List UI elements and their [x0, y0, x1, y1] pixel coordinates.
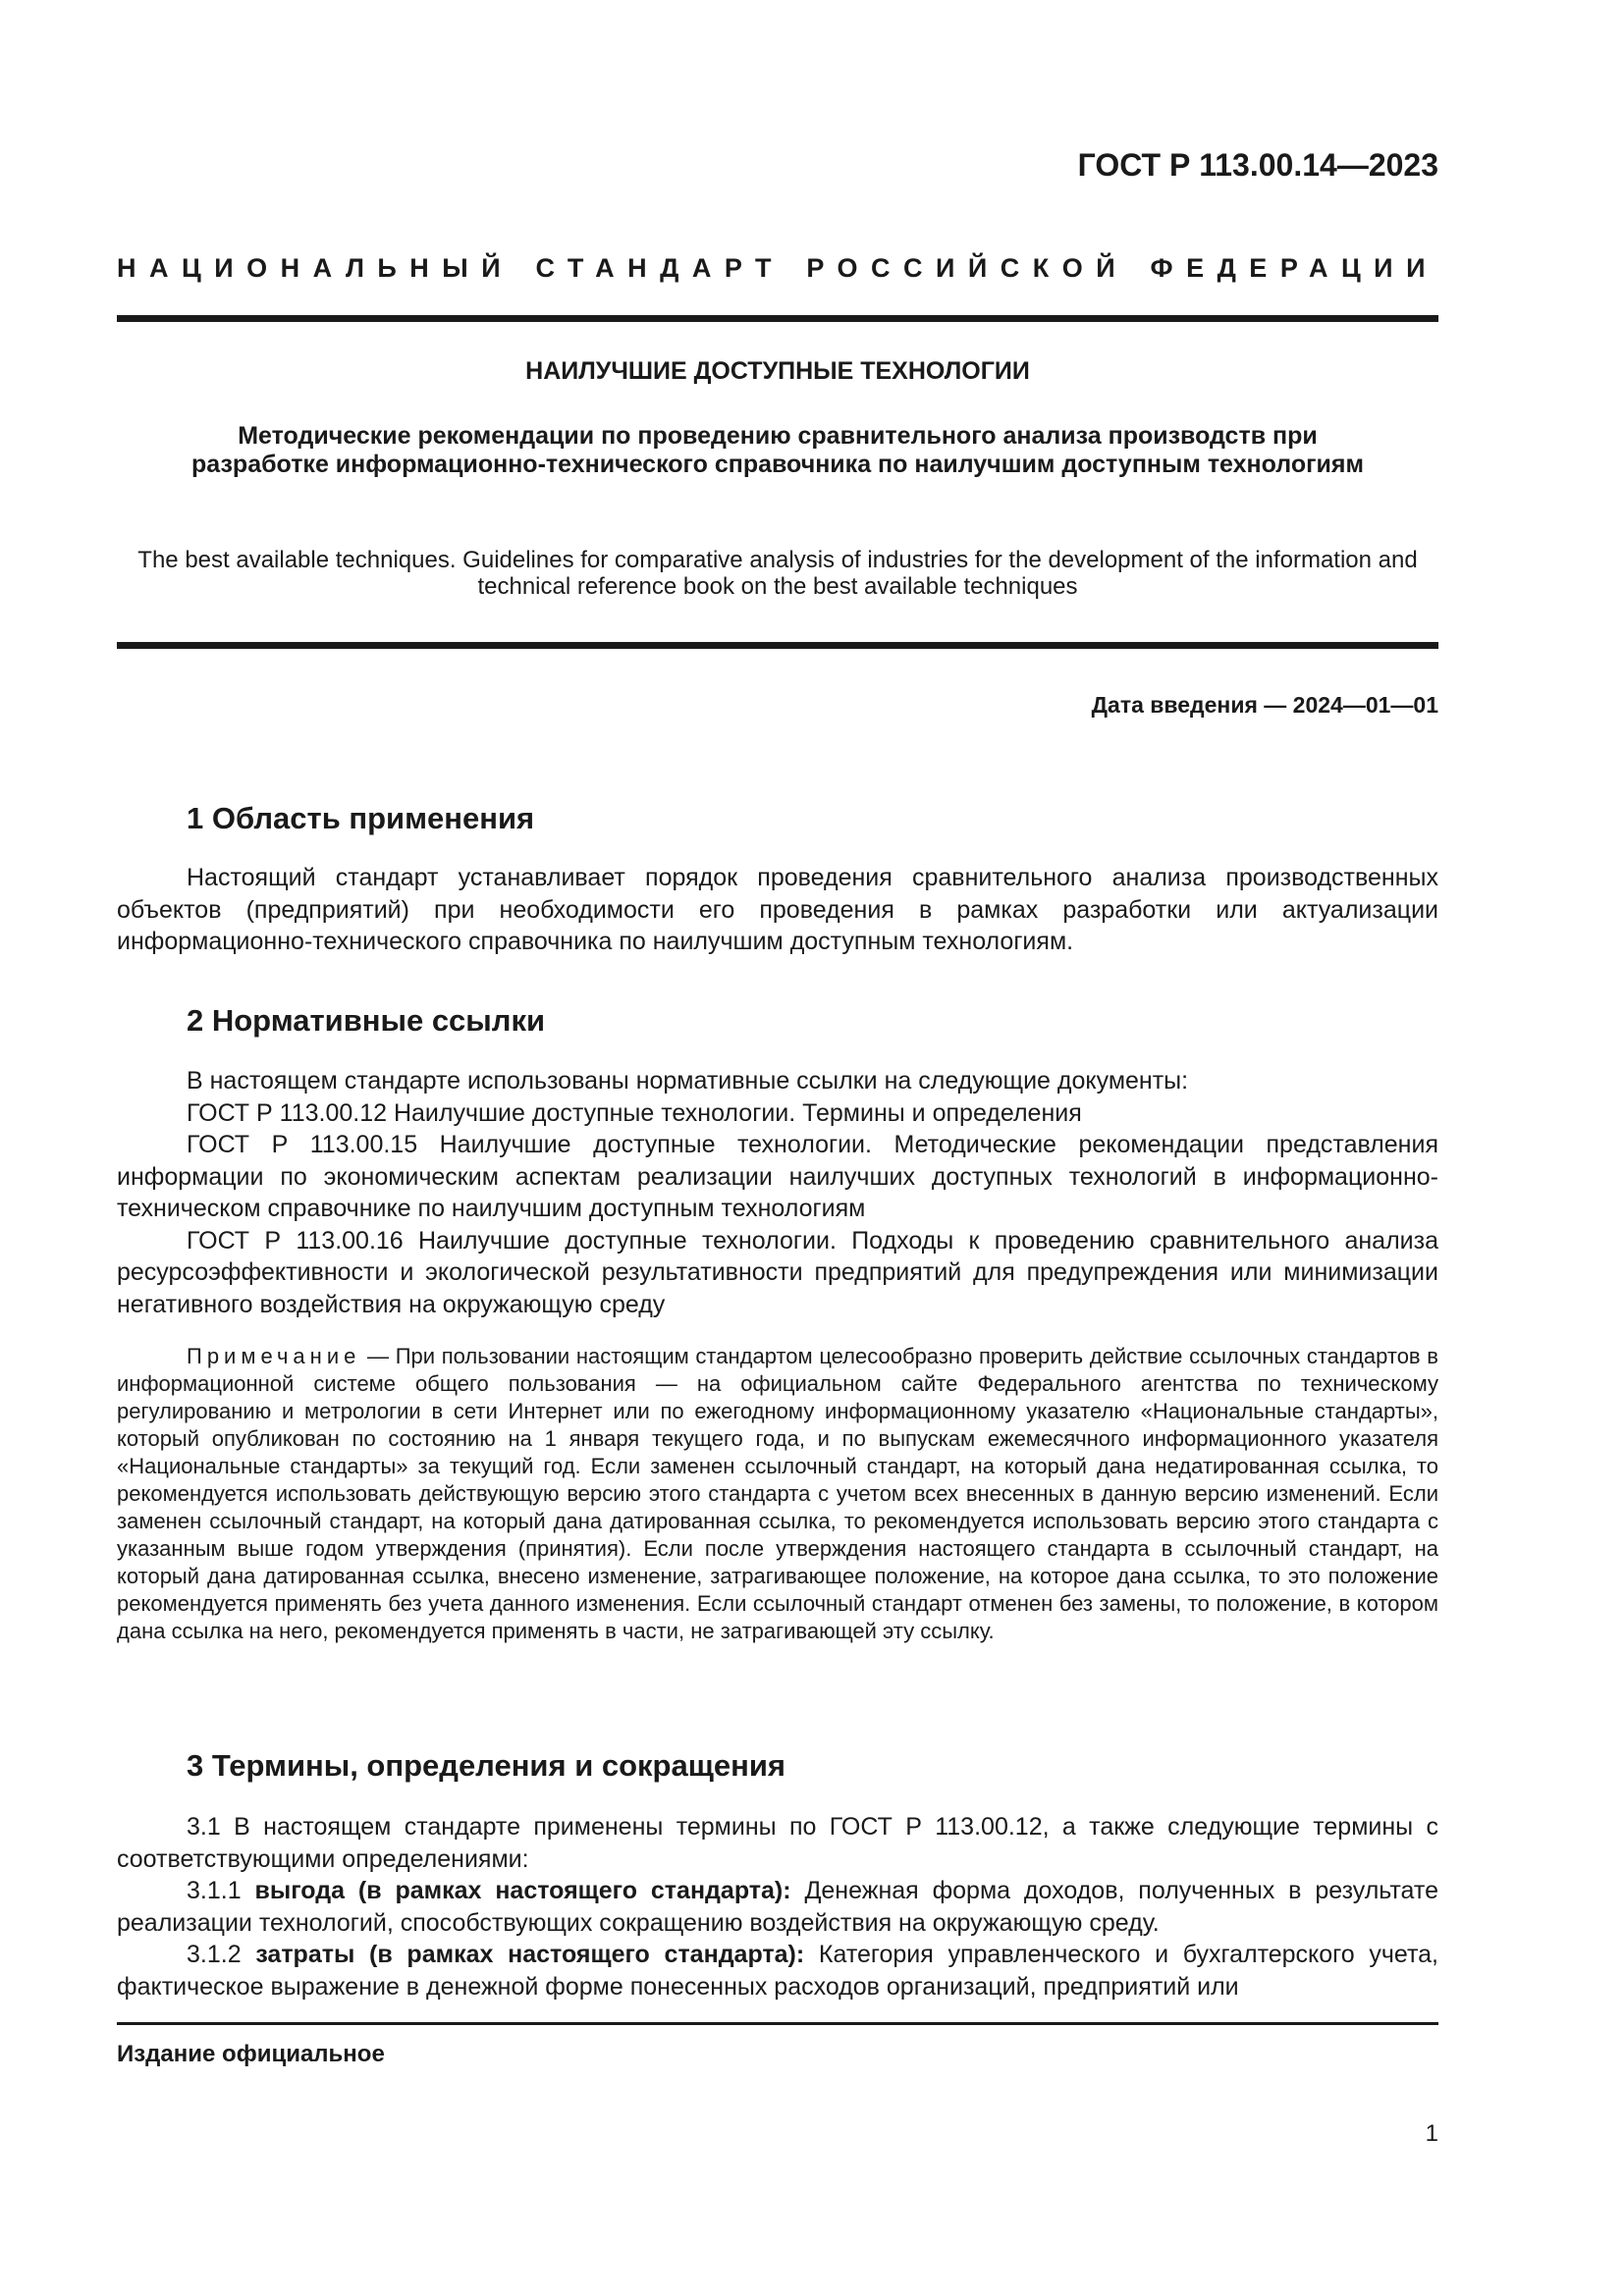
term-text: Денежная форма доходов, полученных в результате реализации технологий, способствующих сокращению воздействия на окружающую среду. — [117, 1877, 1438, 1937]
term-number: 3.1.1 — [187, 1877, 255, 1904]
paragraph: В настоящем стандарте использованы нормативные ссылки на следующие документы: — [187, 1067, 1189, 1095]
official-edition-label: Издание официальное — [117, 2041, 385, 2067]
title-divider — [117, 642, 1438, 649]
section-3-heading: 3 Термины, определения и сокращения — [187, 1748, 785, 1783]
term-text: Категория управленческого и бухгалтерского учета, фактическое выражение в денежной форме понесенных расходов организаций, предприятий или — [117, 1941, 1438, 2001]
paragraph: Настоящий стандарт устанавливает порядок проведения сравнительного анализа производственных объектов (предприятий) при необходимости его проведения в рамках разработки или актуализации информационно-технического справочника по наилучшим доступным технологиям. — [117, 864, 1438, 955]
document-title: НАИЛУЧШИЕ ДОСТУПНЫЕ ТЕХНОЛОГИИ — [525, 357, 1030, 385]
national-standard-banner: НАЦИОНАЛЬНЫЙ СТАНДАРТ РОССИЙСКОЙ ФЕДЕРАЦИИ — [117, 253, 1438, 283]
normative-reference: ГОСТ Р 113.00.12 Наилучшие доступные технологии. Термины и определения — [187, 1098, 1082, 1127]
term-definition — [117, 1939, 1438, 2002]
section-2-body — [117, 1065, 1438, 1320]
term-number: 3.1.2 — [187, 1941, 256, 1968]
document-title-english: The best available techniques. Guidelines for comparative analysis of industries for the development of the information and technical reference book on the best available techniques — [137, 547, 1418, 600]
section-3-body — [117, 1811, 1438, 2002]
note-text: — При пользовании настоящим стандартом целесообразно проверить действие ссылочных стандартов в информационной системе общего пользования — на официальном сайте Федерального агентства по техническому регулированию и метрологии в сети Интернет или по ежегодному информационному указателю «Национальные стандарты», который опубликован по состоянию на 1 января текущего года, и по выпускам ежемесячного информационного указателя «Национальные стандарты» за текущий год. Если заменен ссылочный стандарт, на который дана недатированная ссылка, то рекомендуется использовать действующую версию этого стандарта с учетом всех внесенных в данную версию изменений. Если заменен ссылочный стандарт, на который дана датированная ссылка, то рекомендуется использовать версию этого стандарта с указанным выше годом утверждения (принятия). Если после утверждения настоящего стандарта в ссылочный стандарт, на который дана датированная ссылка, внесено изменение, затрагивающее положение, на которое дана ссылка, то это положение рекомендуется применять без учета данного изменения. Если ссылочный стандарт отменен без замены, то положение, в котором дана ссылка на него, рекомендуется применять в части, не затрагивающей эту ссылку. — [117, 1344, 1438, 1643]
term-definition — [117, 1875, 1438, 1939]
normative-reference: ГОСТ Р 113.00.15 Наилучшие доступные технологии. Методические рекомендации представления информации по экономическим аспектам реализации наилучших доступных технологий в информационно-техническом справочнике по наилучшим доступным технологиям — [117, 1131, 1438, 1222]
term-name: выгода (в рамках настоящего стандарта): — [254, 1877, 791, 1904]
paragraph: 3.1 В настоящем стандарте применены термины по ГОСТ Р 113.00.12, а также следующие термины с соответствующими определениями: — [117, 1813, 1438, 1873]
top-divider — [117, 315, 1438, 322]
section-1-body — [117, 862, 1438, 958]
section-1-heading: 1 Область применения — [187, 801, 535, 835]
standard-number: ГОСТ Р 113.00.14—2023 — [1077, 147, 1438, 183]
term-name: затраты (в рамках настоящего стандарта): — [255, 1941, 805, 1968]
introduction-date: Дата введения — 2024—01—01 — [1091, 692, 1438, 718]
document-page — [117, 0, 1438, 2296]
normative-reference: ГОСТ Р 113.00.16 Наилучшие доступные технологии. Подходы к проведению сравнительного анализа ресурсоэффективности и экологической результативности предприятий для предупреждения или минимизации негативного воздействия на окружающую среду — [117, 1226, 1438, 1318]
note-label: Примечание — [187, 1344, 361, 1368]
section-2-note — [117, 1343, 1438, 1645]
footer-divider — [117, 2022, 1438, 2025]
note-paragraph — [117, 1343, 1438, 1645]
section-2-heading: 2 Нормативные ссылки — [187, 1003, 546, 1038]
page-number: 1 — [1425, 2120, 1438, 2147]
document-subtitle: Методические рекомендации по проведению сравнительного анализа производств при разработке информационно-технического справочника по наилучшим доступным технологиям — [191, 422, 1364, 478]
